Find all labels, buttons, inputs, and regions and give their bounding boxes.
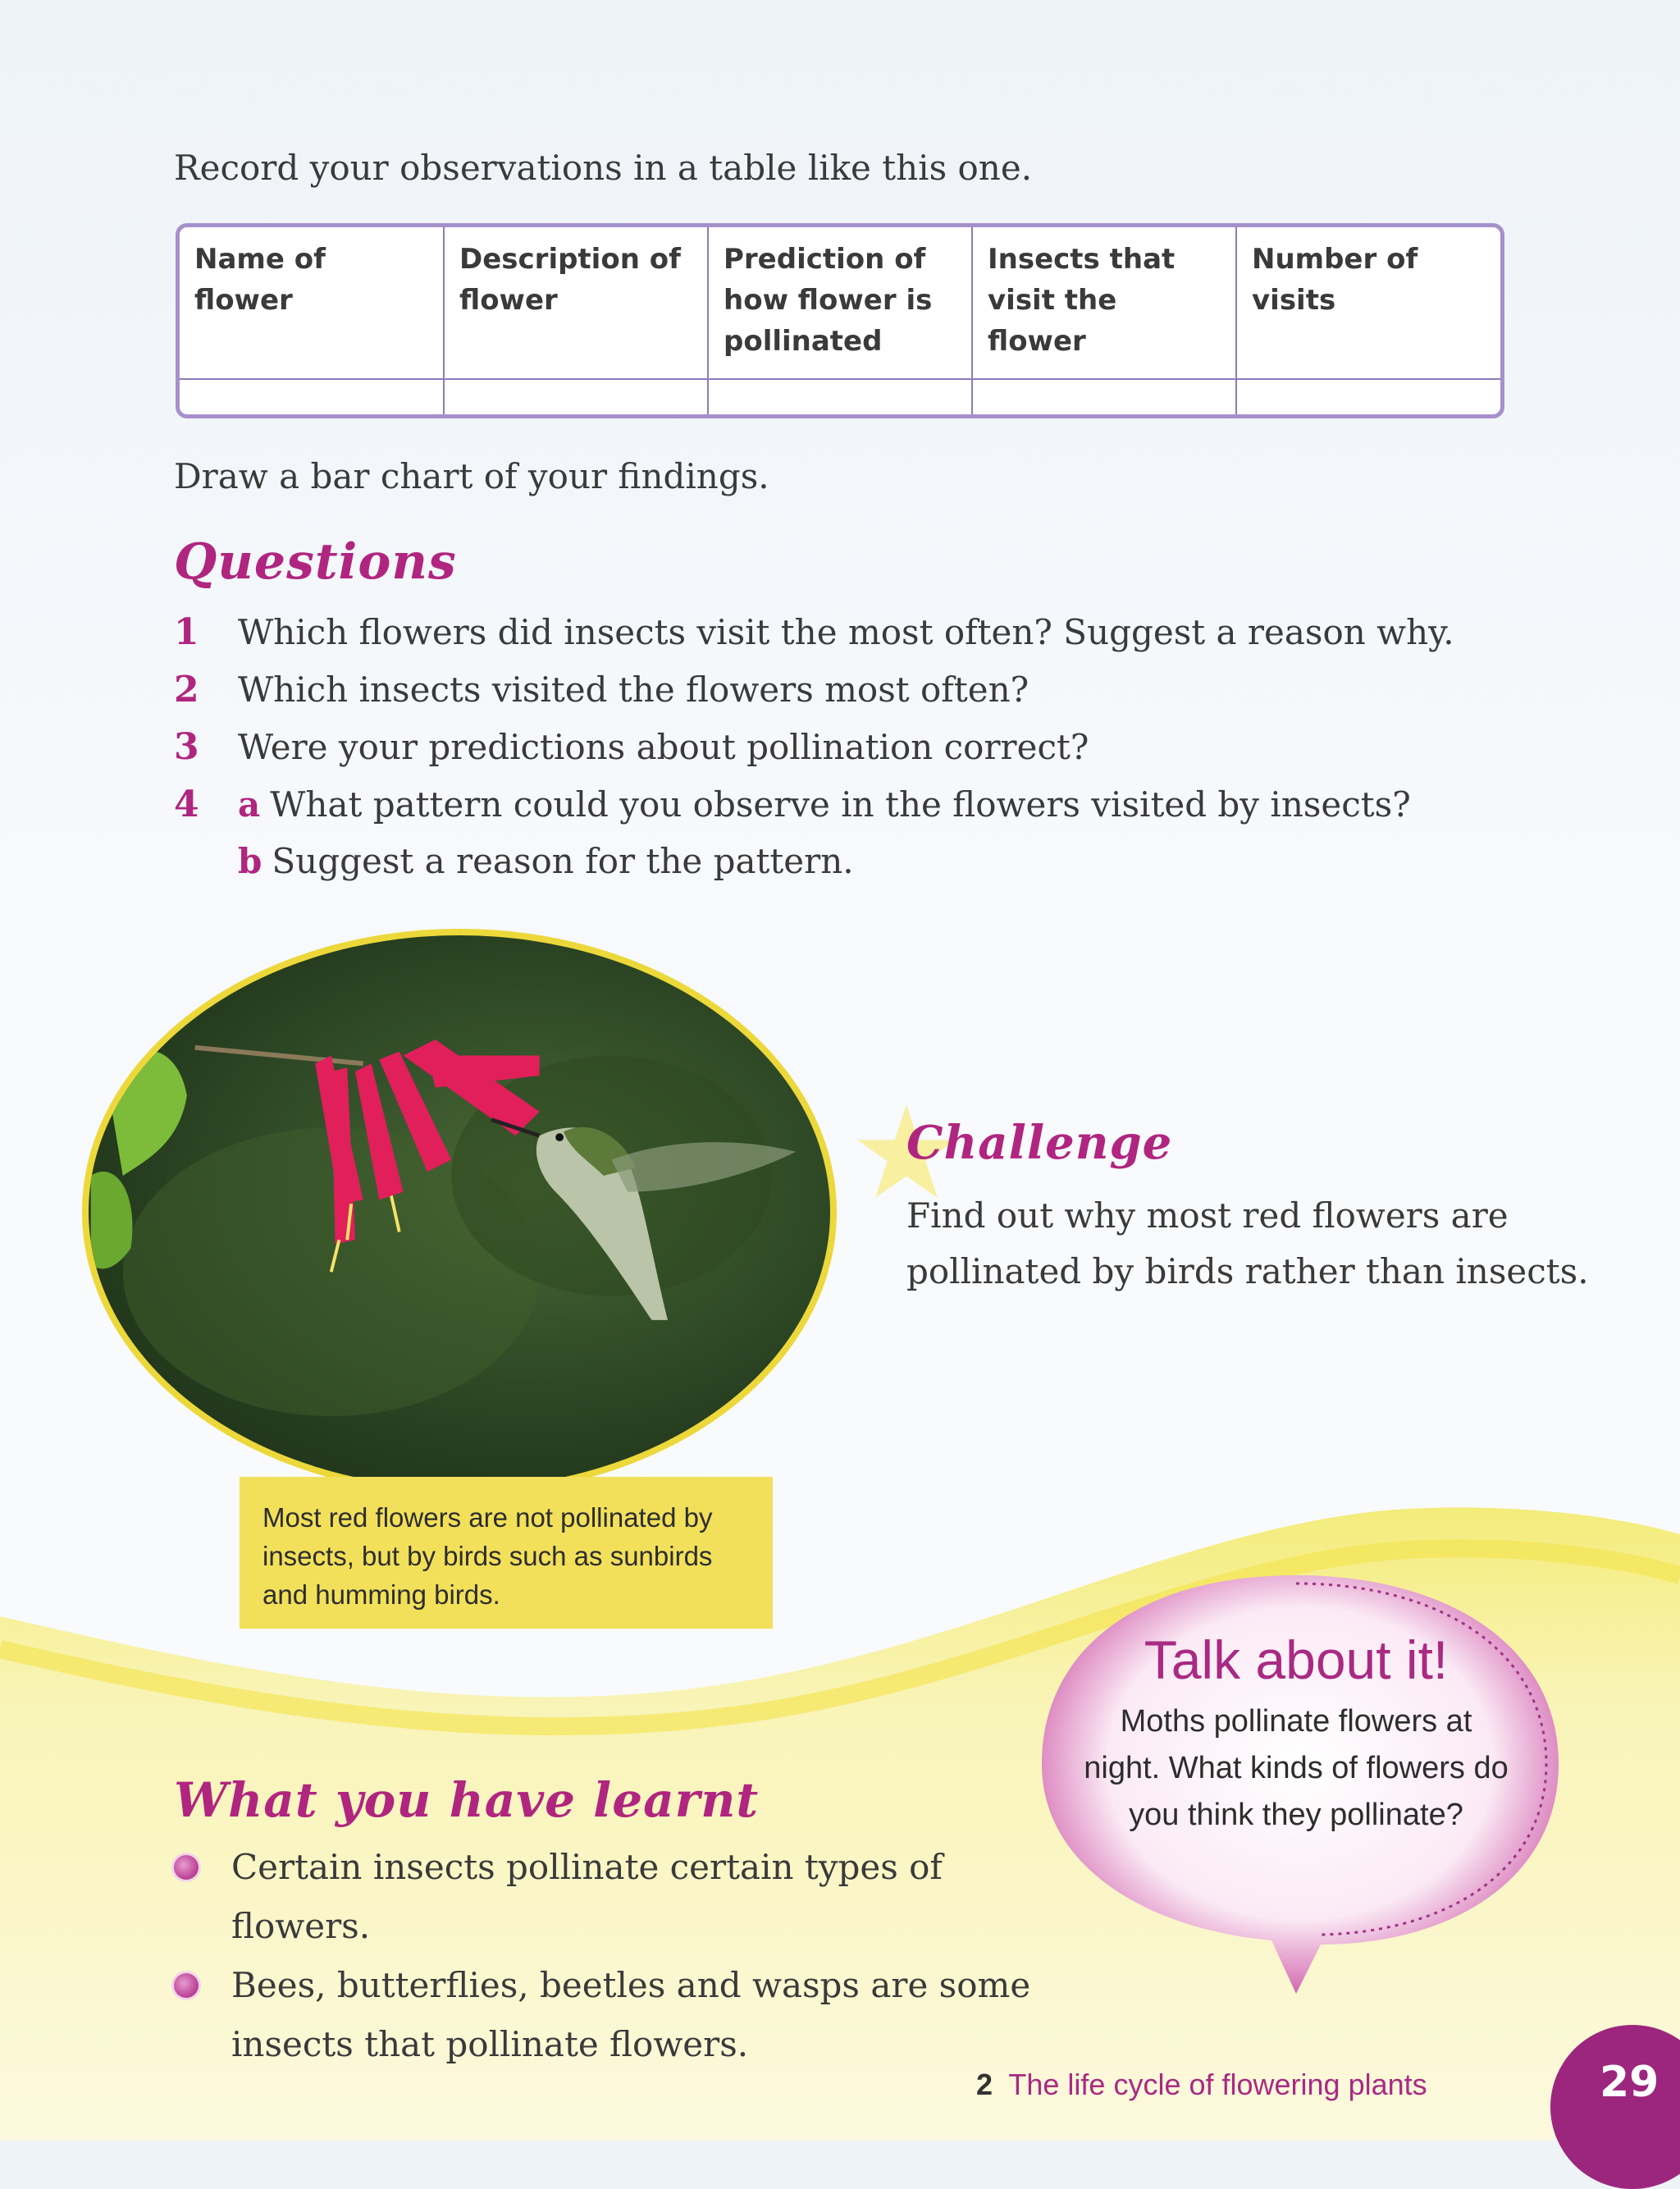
question-item [174, 726, 1486, 784]
bullet-icon [174, 1838, 231, 1897]
challenge-heading: Challenge [906, 1116, 1173, 1170]
challenge-text: Find out why most red flowers are pollinated by birds rather than insects. [906, 1195, 1589, 1291]
table-header: Name of flower [180, 227, 444, 379]
question-item [174, 841, 1486, 898]
list-item [174, 1838, 1076, 1956]
chapter-title: The life cycle of flowering plants [1008, 2068, 1427, 2101]
talk-heading: Talk about it! [1144, 1629, 1449, 1690]
table-header: Prediction of how flower is pollinated [708, 227, 972, 379]
talk-text: Moths pollinate flowers at night. What kinds of flowers do you think they pollinate? [1084, 1704, 1509, 1832]
table-cell [1236, 379, 1500, 418]
table-cell [444, 379, 708, 418]
learnt-item-text: Certain insects pollinate certain types of flowers. [231, 1847, 943, 1946]
question-item [174, 669, 1486, 726]
question-text: Were your predictions about pollination correct? [238, 727, 1089, 767]
table-header: Description of flower [444, 227, 708, 379]
table-cell [972, 379, 1236, 418]
question-item [174, 611, 1486, 669]
footer-chapter [976, 2068, 1427, 2102]
question-number: 1 [174, 611, 199, 653]
questions-heading: Questions [174, 533, 457, 591]
questions-list [174, 611, 1486, 898]
bar-chart-instruction: Draw a bar chart of your findings. [174, 456, 769, 496]
question-item [174, 784, 1486, 841]
learnt-item-text: Bees, butterflies, beetles and wasps are some insects that pollinate flowers. [231, 1965, 1031, 2064]
question-sub-letter: b [238, 841, 262, 881]
bullet-icon [174, 1956, 231, 2015]
hummingbird-illustration [89, 935, 830, 1488]
table-cell [180, 379, 444, 418]
chapter-number: 2 [976, 2068, 993, 2101]
question-number: 4 [174, 784, 199, 825]
observation-table [176, 223, 1504, 418]
learnt-heading: What you have learnt [174, 1772, 760, 1828]
question-text: Suggest a reason for the pattern. [272, 841, 854, 881]
photo-caption: Most red flowers are not pollinated by insects, but by birds such as sunbirds and humming birds. [240, 1477, 773, 1629]
hummingbird-photo [82, 929, 837, 1495]
table-header: Number of visits [1236, 227, 1500, 379]
question-number: 3 [174, 726, 199, 768]
table-header: Insects that visit the flower [972, 227, 1236, 379]
question-text: Which flowers did insects visit the most often? Suggest a reason why. [238, 612, 1454, 652]
intro-text: Record your observations in a table like this one. [174, 148, 1033, 188]
question-text: Which insects visited the flowers most often? [238, 669, 1029, 710]
table-cell [708, 379, 972, 418]
learnt-list [174, 1838, 1076, 2074]
question-sub-letter: a [238, 784, 261, 825]
question-text: What pattern could you observe in the flowers visited by insects? [270, 784, 1411, 825]
page-number: 29 [1550, 2025, 1680, 2189]
table-header-row [180, 227, 1500, 379]
table-row [180, 379, 1500, 418]
list-item [174, 1956, 1076, 2074]
question-number: 2 [174, 669, 199, 711]
